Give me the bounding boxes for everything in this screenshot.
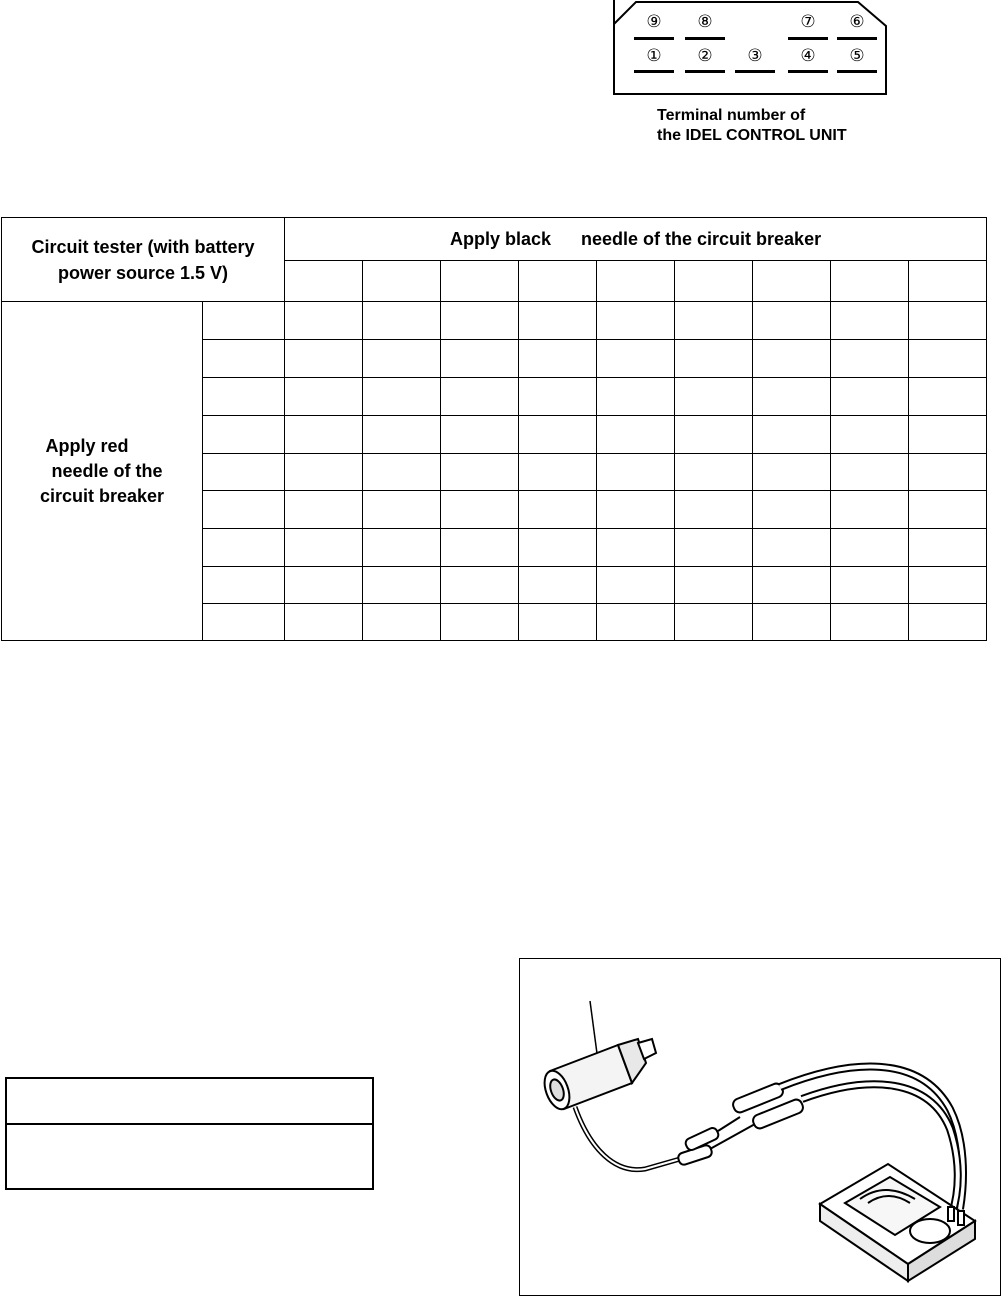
table-cell — [753, 378, 831, 416]
table-cell — [441, 491, 519, 529]
row-terminal-cell — [203, 491, 285, 529]
table-cell — [831, 416, 909, 454]
terminal-4: ④ — [800, 46, 816, 66]
table-cell — [597, 604, 675, 641]
table-cell — [909, 454, 987, 491]
table-cell — [597, 302, 675, 340]
table-cell — [363, 416, 441, 454]
table-cell — [285, 491, 363, 529]
table-cell — [597, 491, 675, 529]
row-terminal-cell — [203, 454, 285, 491]
black-needle-header: Apply black needle of the circuit breaker — [285, 218, 987, 261]
table-cell — [753, 529, 831, 567]
table-cell — [363, 491, 441, 529]
table-cell — [909, 529, 987, 567]
red-needle-label-line2: needle of the — [51, 460, 163, 481]
table-cell — [285, 454, 363, 491]
table-cell — [363, 604, 441, 641]
table-cell — [441, 378, 519, 416]
table-cell — [597, 454, 675, 491]
table-cell — [675, 340, 753, 378]
table-cell — [285, 302, 363, 340]
table-cell — [831, 567, 909, 604]
table-cell — [285, 378, 363, 416]
table-cell — [675, 454, 753, 491]
black-col-cell — [597, 261, 675, 302]
row-terminal-cell — [203, 302, 285, 340]
table-cell — [285, 416, 363, 454]
table-cell — [441, 340, 519, 378]
table-cell — [519, 302, 597, 340]
table-cell — [909, 340, 987, 378]
table-cell — [909, 567, 987, 604]
table-cell — [519, 567, 597, 604]
table-cell — [753, 604, 831, 641]
table-cell — [441, 454, 519, 491]
table-cell — [363, 454, 441, 491]
table-cell — [363, 340, 441, 378]
black-col-cell — [909, 261, 987, 302]
table-cell — [909, 604, 987, 641]
table-cell — [597, 567, 675, 604]
table-cell — [831, 340, 909, 378]
terminal-3: ③ — [747, 46, 763, 66]
empty-spec-box — [5, 1077, 374, 1190]
table-cell — [753, 416, 831, 454]
terminal-caption-line1: Terminal number of — [657, 107, 806, 124]
table-cell — [285, 529, 363, 567]
table-cell — [519, 416, 597, 454]
black-col-cell — [441, 261, 519, 302]
red-needle-label-line1: Apply red — [45, 435, 129, 456]
table-cell — [909, 378, 987, 416]
table-cell — [519, 378, 597, 416]
tester-header-line2: power source 1.5 V) — [57, 262, 229, 283]
table-cell — [519, 604, 597, 641]
circuit-tester-with-idle-control-unit-illustration — [520, 959, 1001, 1296]
table-cell — [441, 604, 519, 641]
table-cell — [675, 491, 753, 529]
table-cell — [597, 378, 675, 416]
table-cell — [675, 416, 753, 454]
table-cell — [441, 416, 519, 454]
row-terminal-cell — [203, 416, 285, 454]
table-cell — [909, 302, 987, 340]
table-cell — [519, 340, 597, 378]
table-cell — [597, 340, 675, 378]
table-cell — [597, 529, 675, 567]
table-cell — [753, 340, 831, 378]
table-cell — [285, 567, 363, 604]
red-needle-label-line3: circuit breaker — [39, 485, 165, 506]
table-cell — [441, 529, 519, 567]
terminal-7: ⑦ — [800, 12, 816, 32]
continuity-table — [1, 217, 987, 641]
table-cell — [675, 378, 753, 416]
tester-figure — [519, 958, 1001, 1296]
row-terminal-cell — [203, 567, 285, 604]
table-cell — [753, 567, 831, 604]
table-cell — [831, 454, 909, 491]
table-cell — [519, 491, 597, 529]
red-needle-label — [2, 302, 203, 641]
terminal-9: ⑨ — [646, 12, 662, 32]
table-cell — [831, 529, 909, 567]
terminal-caption — [657, 106, 847, 146]
row-terminal-cell — [203, 378, 285, 416]
table-cell — [909, 416, 987, 454]
black-col-cell — [519, 261, 597, 302]
table-cell — [363, 567, 441, 604]
spec-box-divider — [7, 1123, 372, 1125]
table-cell — [597, 416, 675, 454]
row-terminal-cell — [203, 340, 285, 378]
table-cell — [753, 454, 831, 491]
table-cell — [675, 302, 753, 340]
terminal-1: ① — [646, 46, 662, 66]
table-cell — [285, 340, 363, 378]
terminal-8: ⑧ — [697, 12, 713, 32]
black-col-cell — [285, 261, 363, 302]
black-col-cell — [363, 261, 441, 302]
black-col-cell — [675, 261, 753, 302]
table-cell — [675, 567, 753, 604]
terminal-5: ⑤ — [849, 46, 865, 66]
table-cell — [441, 302, 519, 340]
terminal-6: ⑥ — [849, 12, 865, 32]
tester-header-line1: Circuit tester (with battery — [31, 236, 255, 257]
black-col-cell — [753, 261, 831, 302]
table-cell — [831, 378, 909, 416]
table-cell — [519, 454, 597, 491]
terminal-caption-line2: the IDEL CONTROL UNIT — [657, 127, 847, 144]
row-terminal-cell — [203, 529, 285, 567]
terminal-2: ② — [697, 46, 713, 66]
table-cell — [363, 302, 441, 340]
table-cell — [363, 378, 441, 416]
table-cell — [441, 567, 519, 604]
table-cell — [831, 302, 909, 340]
table-cell — [285, 604, 363, 641]
connector-terminal-diagram — [612, 0, 888, 96]
row-terminal-cell — [203, 604, 285, 641]
table-cell — [831, 604, 909, 641]
table-cell — [753, 491, 831, 529]
table-cell — [363, 529, 441, 567]
table-cell — [831, 491, 909, 529]
table-cell — [909, 491, 987, 529]
tester-header — [2, 218, 285, 302]
table-cell — [675, 604, 753, 641]
table-cell — [753, 302, 831, 340]
black-col-cell — [831, 261, 909, 302]
table-cell — [675, 529, 753, 567]
table-cell — [519, 529, 597, 567]
